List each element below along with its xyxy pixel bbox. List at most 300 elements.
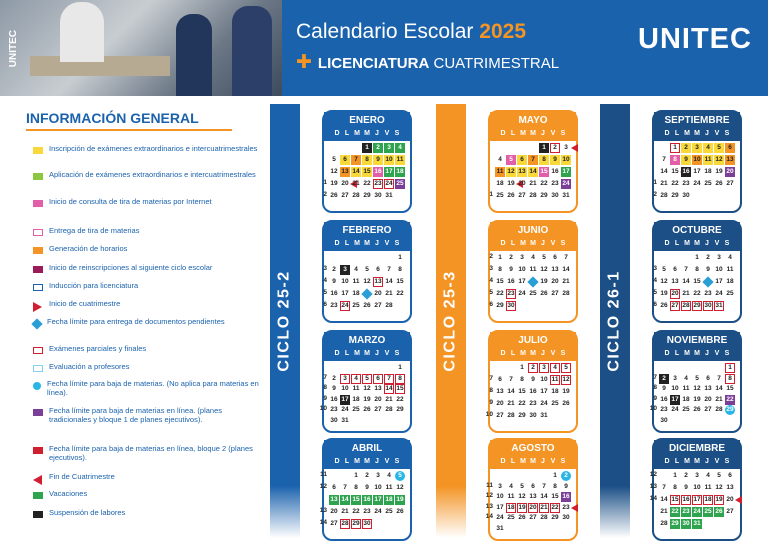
day-cell: 13: [374, 385, 382, 392]
weekday-label: S: [394, 350, 400, 357]
week-number: 8: [653, 384, 657, 391]
purple-square-icon: [33, 409, 43, 416]
day-cell: 24: [374, 508, 382, 515]
legend-label: Inicio de cuatrimestre: [49, 299, 121, 308]
weekday-header: [490, 240, 576, 251]
legend-item: [33, 490, 261, 499]
day-cell: 22: [396, 395, 404, 403]
day-cell: 16: [529, 388, 537, 395]
day-cell: 8: [398, 266, 402, 273]
day-cell: 17: [671, 395, 679, 403]
day-cell: [681, 416, 691, 426]
day-cell: 30: [562, 514, 570, 521]
day-cell: 5: [662, 266, 666, 273]
day-cell: 18: [385, 496, 393, 503]
day-cell: [351, 416, 361, 426]
day-cell: 26: [396, 508, 404, 515]
day-cell: 13: [341, 168, 349, 175]
week-row: [323, 289, 409, 300]
day-cell: 16: [363, 496, 371, 503]
day-cell: [714, 363, 724, 373]
weekday-label: D: [500, 458, 506, 465]
day-cell: 4: [351, 374, 361, 384]
day-cell: 10: [693, 156, 701, 163]
day-cell: [351, 143, 361, 153]
day-cell: 1: [553, 472, 557, 479]
day-cell: 29: [396, 406, 404, 413]
day-cell: 10: [518, 266, 526, 273]
weekday-label: L: [510, 458, 516, 465]
day-cell: 6: [725, 143, 735, 153]
day-cell: 21: [385, 290, 393, 297]
day-cell: 14: [352, 168, 360, 175]
day-cell: 25: [507, 514, 515, 521]
day-cell: 6: [553, 254, 557, 261]
week-number: 5: [653, 289, 657, 296]
week-row: [495, 363, 575, 374]
day-cell: [681, 363, 691, 373]
day-cell: 12: [518, 493, 526, 500]
day-cell: 16: [682, 168, 690, 175]
legend-item: [33, 445, 261, 462]
day-cell: 26: [715, 180, 723, 187]
day-cell: 22: [671, 180, 679, 187]
week-row: [485, 502, 575, 514]
weekday-label: M: [520, 130, 526, 137]
day-cell-end-marker: 20: [341, 180, 349, 187]
legend-item: [33, 300, 261, 312]
day-cell: 26: [693, 406, 701, 413]
week-row: [495, 179, 575, 190]
weekday-label: J: [541, 350, 545, 357]
day-cell: 3: [520, 254, 524, 261]
legend-label: Fecha límite para entrega de documentos pendientes: [47, 317, 225, 326]
weekday-label: S: [394, 130, 400, 137]
day-cell: 6: [728, 472, 732, 479]
month-enero: [322, 110, 412, 213]
weekday-label: M: [354, 458, 360, 465]
week-number: 2: [489, 253, 493, 260]
month-grid: [489, 143, 571, 209]
day-cell: 20: [726, 168, 734, 175]
week-number: 8: [323, 384, 327, 391]
week-number: 11: [486, 481, 493, 489]
weekday-label: L: [344, 350, 350, 357]
weekday-header: [324, 350, 410, 361]
week-row: [329, 495, 409, 506]
day-cell: 12: [660, 278, 668, 285]
legend-item: [33, 245, 261, 254]
day-cell: 18: [352, 395, 360, 403]
legend-item: [33, 473, 261, 485]
day-cell: [373, 416, 383, 426]
day-cell: 13: [529, 493, 537, 500]
month-title: JULIO: [490, 332, 576, 350]
day-cell: 28: [507, 412, 515, 419]
day-cell: 24: [518, 290, 526, 297]
weekday-header: [654, 240, 740, 251]
month-title: ABRIL: [324, 440, 410, 458]
week-row: [485, 492, 575, 503]
weekday-label: J: [541, 458, 545, 465]
day-cell: 21: [352, 180, 360, 187]
subtitle-bold: LICENCIATURA: [317, 55, 430, 72]
weekday-label: S: [724, 240, 730, 247]
day-cell: 23: [330, 406, 338, 413]
day-cell: 1: [520, 364, 524, 371]
weekday-label: J: [705, 130, 709, 137]
week-row: [653, 384, 739, 395]
week-row: [323, 277, 409, 288]
month-octubre: [652, 220, 742, 323]
day-cell: 25: [352, 302, 360, 309]
day-cell: [561, 411, 571, 421]
weekday-label: V: [384, 458, 390, 465]
day-cell: 5: [717, 472, 721, 479]
week-number: 10: [485, 411, 493, 418]
day-cell: 10: [374, 484, 382, 491]
day-cell: [373, 253, 383, 263]
weekday-label: D: [334, 240, 340, 247]
week-row: [489, 191, 575, 202]
week-number: 3: [323, 265, 327, 272]
day-cell: 8: [553, 482, 557, 490]
title-year: 2025: [479, 20, 526, 43]
day-cell: [692, 191, 702, 201]
green-square-icon: [33, 492, 43, 499]
week-row: [653, 301, 739, 312]
day-cell: 7: [384, 374, 394, 384]
day-cell: 18: [352, 290, 360, 297]
weekday-label: M: [684, 350, 690, 357]
weekday-label: D: [500, 240, 506, 247]
weekday-label: V: [384, 240, 390, 247]
day-cell: 12: [363, 385, 371, 392]
month-title: NOVIEMBRE: [654, 332, 740, 350]
blue-outline-square-icon: [33, 284, 43, 291]
week-number: 2: [653, 191, 657, 198]
day-cell: 21: [660, 180, 668, 187]
day-cell: 11: [496, 168, 504, 175]
day-cell: [351, 363, 361, 373]
month-noviembre: [649, 330, 742, 433]
day-cell: 6: [340, 155, 350, 165]
day-cell: [681, 253, 691, 263]
week-row: [659, 507, 739, 518]
day-cell: 2: [528, 363, 538, 373]
day-cell: 5: [365, 266, 369, 273]
day-cell: 16: [330, 290, 338, 297]
day-cell: [506, 143, 516, 153]
day-cell: 20: [671, 290, 679, 297]
legend-label: Inicio de consulta de tira de materias por Internet: [49, 197, 212, 206]
day-cell: 26: [518, 514, 526, 521]
weekday-header: [654, 458, 740, 469]
day-cell: 5: [506, 155, 516, 165]
day-cell: 9: [662, 385, 666, 392]
weekday-header: [490, 350, 576, 361]
day-cell: 29: [540, 192, 548, 199]
month-mayo: [488, 110, 578, 213]
weekday-label: M: [364, 130, 370, 137]
day-cell: 27: [529, 514, 537, 521]
day-cell: 27: [374, 406, 382, 413]
day-cell: [703, 277, 713, 287]
weekday-label: D: [500, 130, 506, 137]
day-cell: [550, 524, 560, 534]
weekday-label: M: [694, 458, 700, 465]
cycle-band: [270, 104, 300, 538]
day-cell: 23: [330, 302, 338, 309]
weekday-label: D: [664, 130, 670, 137]
day-cell: 9: [684, 484, 688, 491]
day-cell: 30: [682, 192, 690, 199]
day-cell: [692, 416, 702, 426]
week-row: [329, 416, 409, 427]
week-number: 5: [323, 289, 327, 296]
weekday-label: M: [530, 350, 536, 357]
weekday-label: D: [664, 458, 670, 465]
weekday-header: [324, 240, 410, 251]
day-cell: 1: [398, 254, 402, 261]
weekday-label: D: [334, 458, 340, 465]
day-cell: 1: [539, 143, 549, 153]
day-cell: 22: [726, 395, 734, 403]
day-cell: 28: [660, 192, 668, 199]
day-cell: 7: [662, 156, 666, 163]
weekday-header: [324, 130, 410, 141]
day-cell: 4: [728, 254, 732, 261]
week-number: 6: [653, 301, 657, 308]
day-cell: 19: [330, 180, 338, 187]
day-cell: 10: [341, 278, 349, 285]
day-cell: 26: [507, 192, 515, 199]
day-cell: 31: [540, 412, 548, 419]
day-cell: 26: [715, 508, 723, 515]
day-cell: 9: [509, 266, 513, 273]
month-title: OCTUBRE: [654, 222, 740, 240]
day-cell: [539, 471, 549, 481]
day-cell: 16: [562, 493, 570, 500]
week-number: 12: [485, 492, 493, 499]
day-cell: 10: [671, 385, 679, 392]
weekday-label: D: [334, 350, 340, 357]
day-cell: 29: [726, 406, 734, 413]
weekday-label: D: [500, 350, 506, 357]
day-cell: 17: [715, 278, 723, 285]
weekday-label: J: [705, 350, 709, 357]
week-row: [489, 253, 575, 264]
weekday-label: L: [344, 130, 350, 137]
day-cell: 17: [540, 388, 548, 395]
weekday-label: V: [550, 350, 556, 357]
week-row: [495, 471, 575, 482]
day-cell: [329, 471, 339, 481]
day-cell: 2: [550, 143, 560, 153]
week-number: 10: [649, 405, 657, 412]
day-cell: 22: [496, 290, 504, 297]
weekday-label: V: [714, 458, 720, 465]
header-photo: [0, 0, 282, 96]
weekday-label: S: [560, 458, 566, 465]
week-row: [319, 507, 409, 518]
day-cell-end-marker: 15: [671, 168, 679, 175]
day-cell: 28: [529, 192, 537, 199]
weekday-label: V: [550, 240, 556, 247]
day-cell: 8: [670, 155, 680, 165]
cycle-label: CICLO 25-3: [442, 270, 459, 372]
day-cell: [329, 363, 339, 373]
day-cell: 21: [341, 508, 349, 515]
day-cell: 26: [562, 400, 570, 407]
month-febrero: [322, 220, 412, 323]
week-row: [323, 384, 409, 395]
day-cell: [670, 416, 680, 426]
day-cell: 5: [714, 143, 724, 153]
day-cell: 17: [518, 278, 526, 285]
day-cell: [395, 301, 405, 311]
day-cell: [373, 363, 383, 373]
day-cell: 9: [564, 482, 568, 490]
day-cell: 25: [682, 406, 690, 413]
day-cell: [340, 471, 350, 481]
weekday-label: D: [664, 350, 670, 357]
day-cell: [340, 363, 350, 373]
legend-item: [33, 198, 261, 207]
week-row: [649, 471, 739, 482]
day-cell: 30: [551, 192, 559, 199]
day-cell: 25: [352, 406, 360, 413]
day-cell: 8: [395, 374, 405, 384]
week-row: [489, 399, 575, 410]
day-cell: 18: [704, 168, 712, 175]
day-cell: 11: [396, 156, 404, 163]
day-cell: 11: [704, 156, 712, 163]
week-number: 8: [489, 387, 493, 394]
day-cell-end-marker: 19: [507, 180, 515, 187]
day-cell: 26: [660, 302, 668, 309]
day-cell: 19: [693, 395, 701, 403]
day-cell: [692, 363, 702, 373]
weekday-label: M: [520, 458, 526, 465]
weekday-label: M: [694, 350, 700, 357]
day-cell: 12: [330, 168, 338, 175]
week-row: [653, 191, 739, 202]
day-cell: 3: [692, 143, 702, 153]
weekday-label: M: [354, 130, 360, 137]
day-cell: 24: [693, 180, 701, 187]
day-cell: 11: [529, 266, 537, 273]
day-cell: [351, 253, 361, 263]
day-cell: 30: [682, 520, 690, 527]
weekday-header: [654, 350, 740, 361]
day-cell: 31: [562, 192, 570, 199]
weekday-label: J: [705, 458, 709, 465]
day-cell: 16: [330, 395, 338, 403]
day-cell: 19: [562, 388, 570, 395]
month-grid: [319, 363, 405, 429]
day-cell: [395, 416, 405, 426]
day-cell: [725, 519, 735, 529]
month-title: AGOSTO: [490, 440, 576, 458]
day-cell: 4: [395, 143, 405, 153]
week-row: [323, 301, 409, 312]
weekday-label: S: [724, 350, 730, 357]
day-cell: 7: [351, 155, 361, 165]
week-row: [653, 289, 739, 300]
month-junio: [488, 220, 578, 323]
day-cell: 5: [561, 363, 571, 373]
day-cell: 18: [507, 503, 515, 511]
week-row: [489, 289, 575, 300]
day-cell: 1: [695, 254, 699, 261]
day-cell: 19: [363, 395, 371, 403]
day-cell: 1: [362, 143, 372, 153]
day-cell: 14: [660, 168, 668, 175]
weekday-label: M: [364, 350, 370, 357]
day-cell: 23: [374, 180, 382, 187]
legend-item: [33, 380, 261, 397]
weekday-label: M: [530, 458, 536, 465]
day-cell: 4: [550, 363, 560, 373]
day-cell: 15: [540, 168, 548, 175]
day-cell: 23: [507, 290, 515, 297]
day-cell: 15: [396, 278, 404, 285]
month-title: DICIEMBRE: [654, 440, 740, 458]
day-cell: [670, 363, 680, 373]
week-row: [323, 191, 409, 202]
weekday-label: M: [354, 350, 360, 357]
day-cell: [384, 519, 394, 529]
month-title: FEBRERO: [324, 222, 410, 240]
month-grid: [485, 363, 571, 429]
day-cell: 8: [520, 376, 524, 383]
day-cell: 24: [385, 180, 393, 187]
day-cell: 23: [363, 508, 371, 515]
day-cell: [703, 519, 713, 529]
week-row: [489, 387, 575, 398]
week-number: 3: [653, 265, 657, 272]
day-cell: 22: [518, 400, 526, 407]
day-cell: 7: [387, 266, 391, 273]
day-cell: 9: [373, 155, 383, 165]
day-cell: 27: [330, 520, 338, 527]
day-cell: 2: [706, 254, 710, 261]
day-cell: 24: [496, 514, 504, 521]
day-cell: 27: [518, 192, 526, 199]
day-cell: 24: [562, 180, 570, 187]
week-row: [329, 253, 409, 264]
cycle-band: [436, 104, 466, 538]
week-number: 9: [653, 394, 657, 402]
day-cell: 29: [551, 514, 559, 521]
day-cell-end-marker: 23: [562, 503, 570, 511]
day-cell: [659, 363, 669, 373]
day-cell: 10: [693, 484, 701, 491]
day-cell: 22: [540, 180, 548, 187]
day-cell: [495, 363, 505, 373]
diamond-icon: [361, 288, 372, 299]
legend-label: Inducción para licenciatura: [49, 281, 139, 290]
day-cell: [659, 253, 669, 263]
day-cell: 27: [671, 302, 679, 309]
day-cell: 17: [693, 496, 701, 503]
day-cell: 2: [365, 472, 369, 479]
day-cell: 27: [374, 302, 382, 309]
day-cell: 9: [706, 266, 710, 273]
day-cell: [539, 524, 549, 534]
weekday-header: [654, 130, 740, 141]
